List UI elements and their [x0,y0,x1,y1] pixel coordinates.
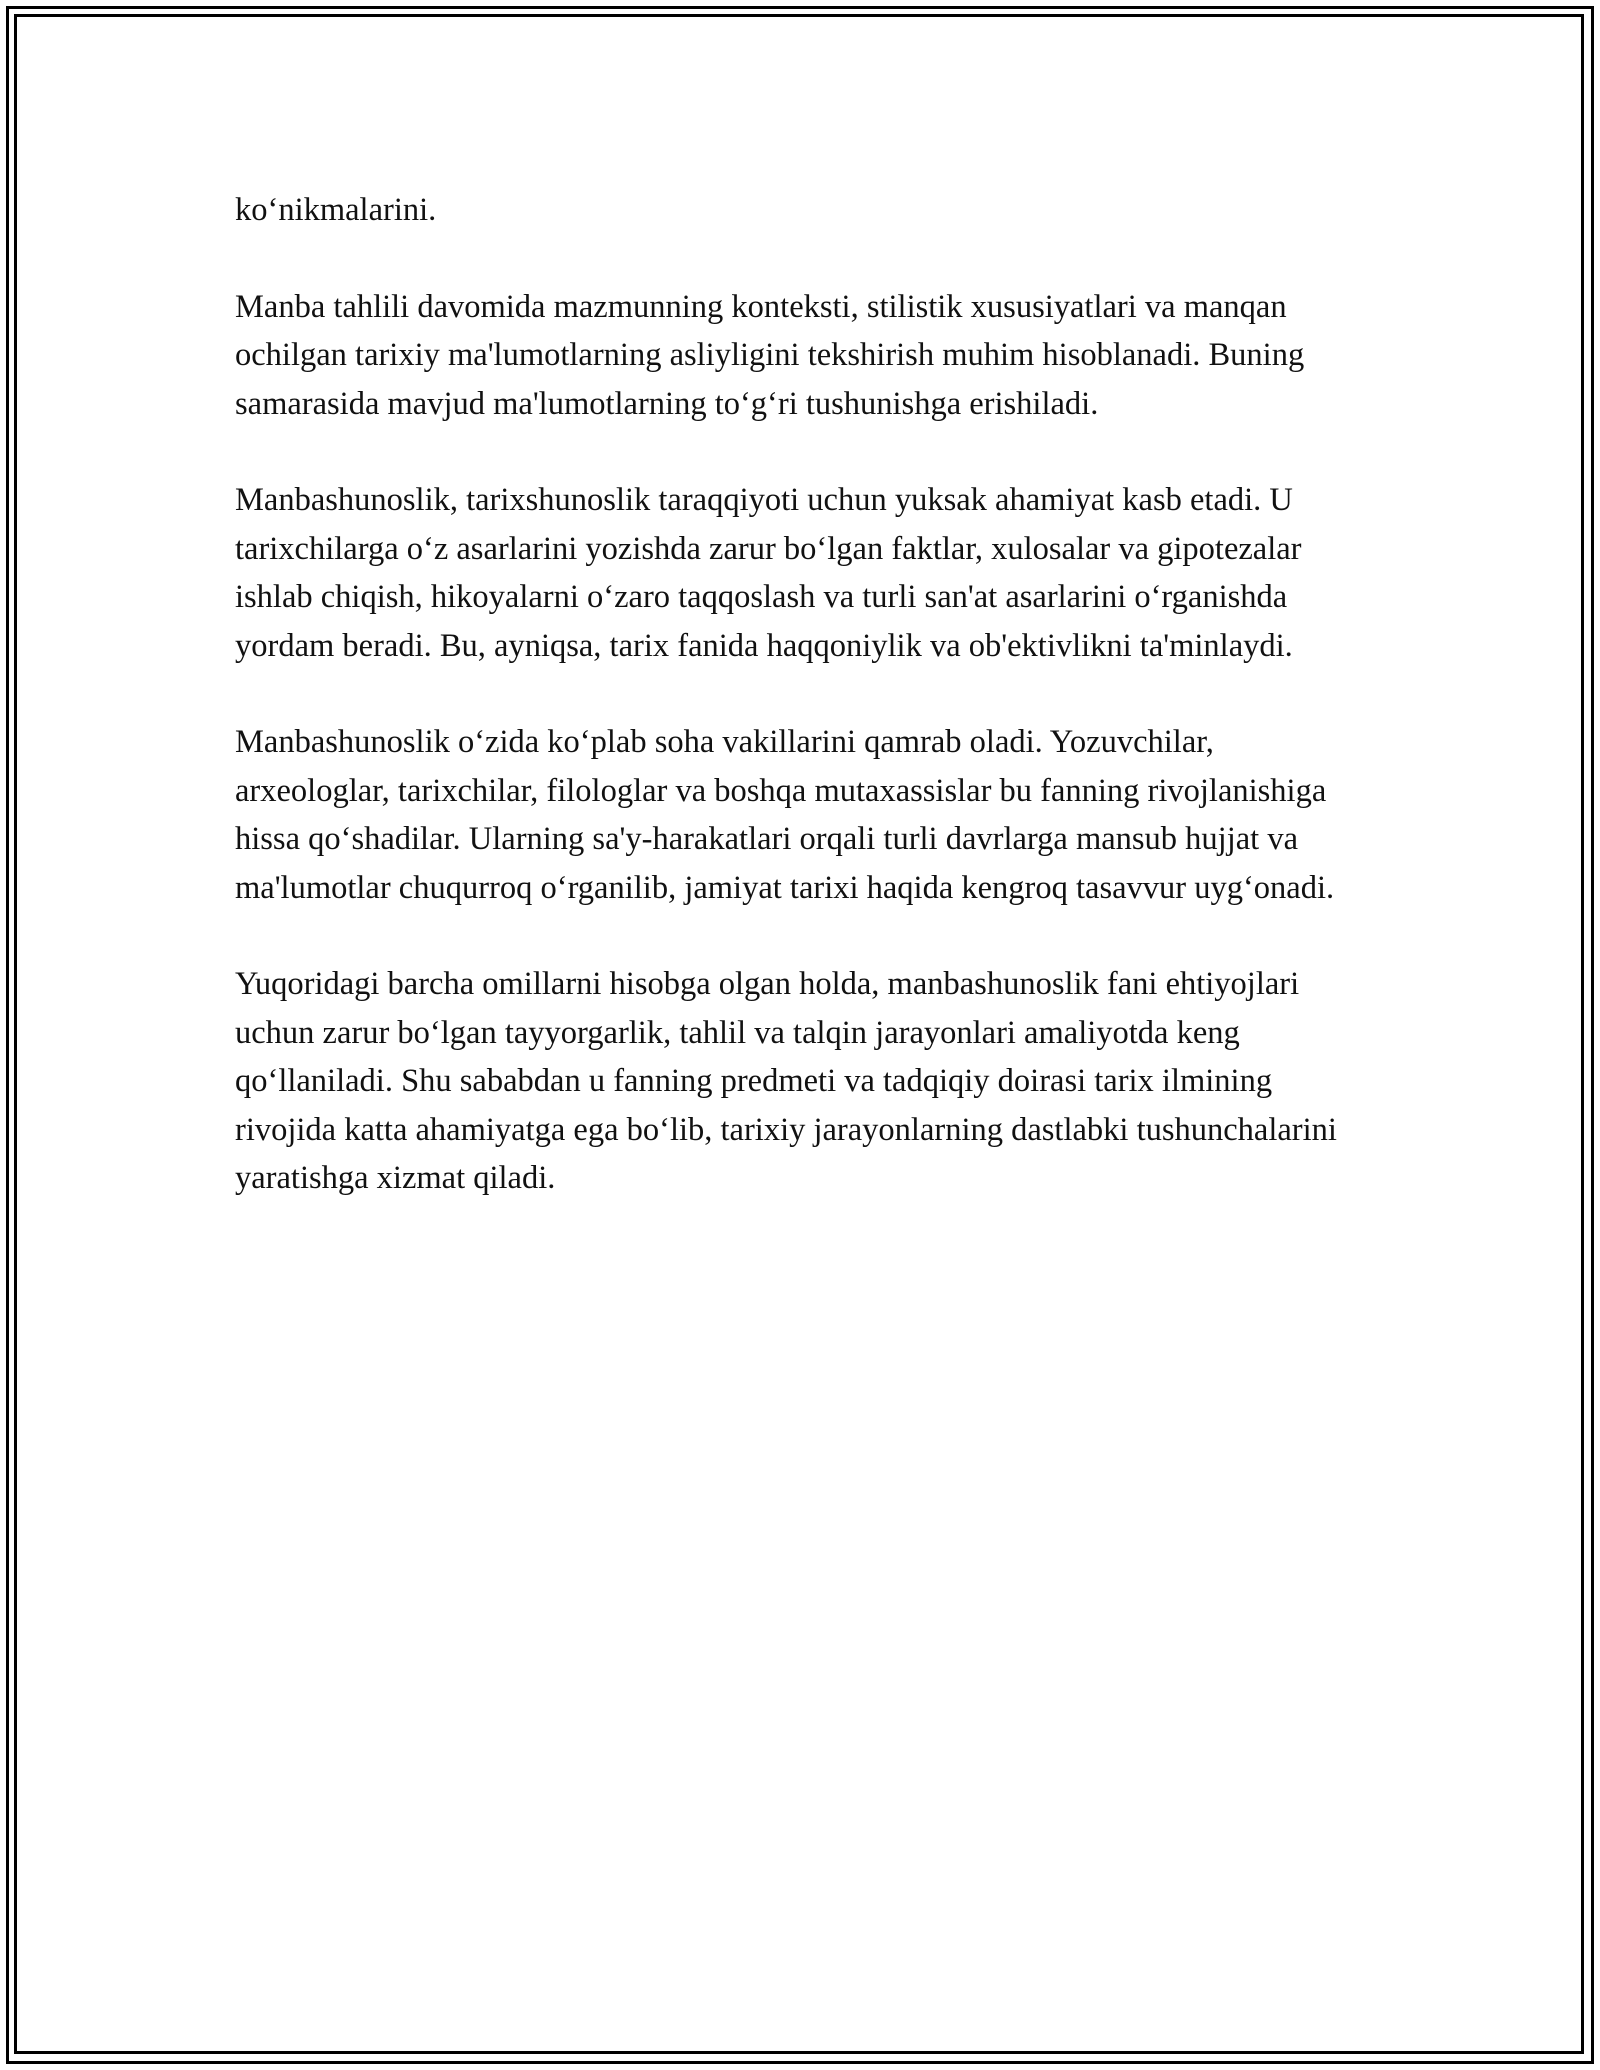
paragraph-source-analysis: Manba tahlili davomida mazmunning konteksti, stilistik xususiyatlari va manqan ochilgan tarixiy ma'lumotlarning asliyligini tekshirish muhim hisoblanadi. Buning samarasida mavjud ma'lumotlarning to‘g‘ri tushunishga erishiladi. [235,288,1305,422]
paragraph-historiography: Manbashunoslik, tarixshunoslik taraqqiyoti uchun yuksak ahamiyat kasb etadi. U tarixchilarga o‘z asarlarini yozishda zarur bo‘lgan faktlar, xulosalar va gipotezalar ishlab chiqish, hikoyalarni o‘zaro taqqoslash va turli san'at asarlarini o‘rganishda yordam beradi. Bu, ayniqsa, tarix fanida haqqoniylik va ob'ektivlikni ta'minlaydi. [235,482,1302,664]
paragraph-contributors: Manbashunoslik o‘zida ko‘plab soha vakillarini qamrab oladi. Yozuvchilar, arxeologlar, tarixchilar, filologlar va boshqa mutaxassislar bu fanning rivojlanishiga hissa qo‘shadilar. Ularning sa'y-harakatlari orqali turli davrlarga mansub hujjat va ma'lumotlar chuqurroq o‘rganilib, jamiyat tarixi haqida kengroq tasavvur uyg‘onadi. [235,724,1335,906]
document-body [235,186,1365,1251]
paragraph-conclusion: Yuqoridagi barcha omillarni hisobga olgan holda, manbashunoslik fani ehtiyojlari uchun zarur bo‘lgan tayyorgarlik, tahlil va talqin jarayonlari amaliyotda keng qo‘llaniladi. Shu sababdan u fanning predmeti va tadqiqiy doirasi tarix ilmining rivojida katta ahamiyatga ega bo‘lib, tarixiy jarayonlarning dastlabki tushunchalarini yaratishga xizmat qiladi. [235,966,1337,1197]
paragraph-continuation: ko‘nikmalarini. [235,192,437,228]
